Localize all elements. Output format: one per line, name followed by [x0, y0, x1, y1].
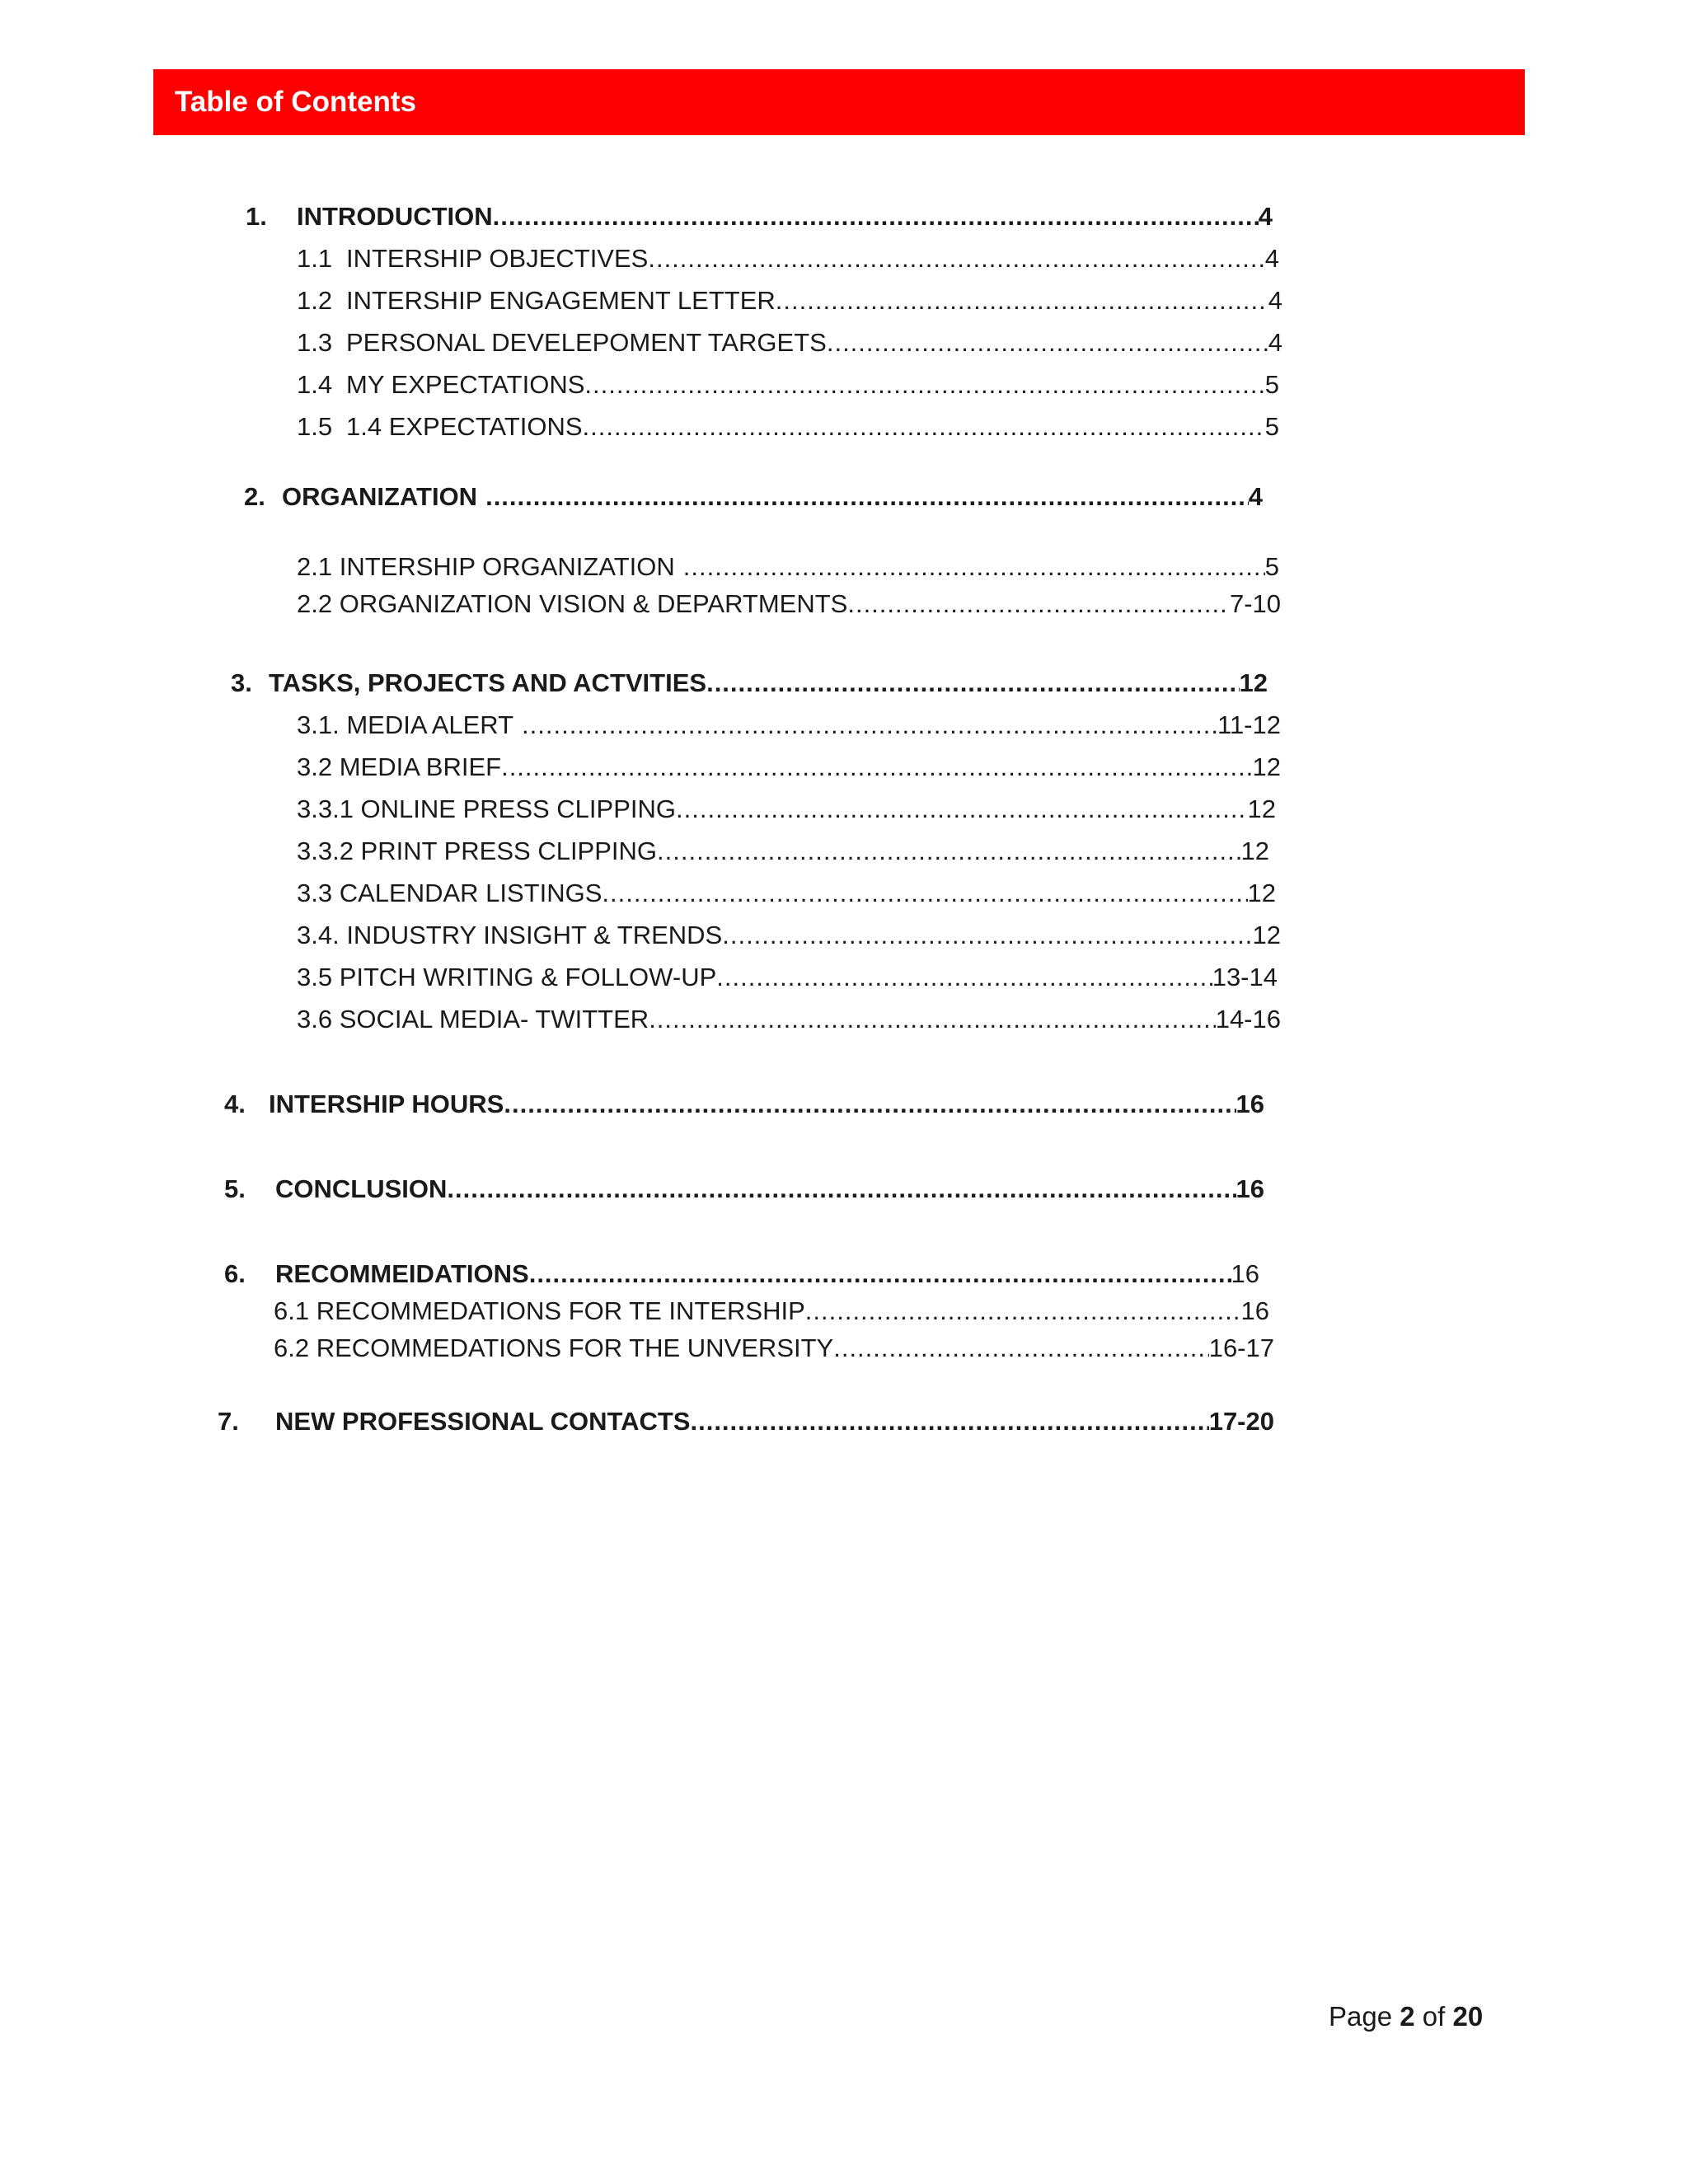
toc-dot-leader [529, 1255, 1231, 1293]
toc-entry-media-brief[interactable] [297, 748, 1281, 786]
toc-entry-label: INTERSHIP OBJECTIVES [346, 244, 649, 273]
toc-dot-leader [716, 958, 1212, 996]
toc-dot-leader [722, 916, 1252, 954]
toc-entry-pitch-writing-follow-up[interactable] [297, 958, 1278, 996]
toc-dot-leader [649, 1001, 1216, 1038]
toc-dot-leader [683, 548, 1265, 586]
toc-dot-leader [583, 408, 1265, 446]
toc-entry-label: INTERSHIP ENGAGEMENT LETTER [346, 286, 776, 315]
toc-entry-page: 14-16 [1215, 1005, 1281, 1033]
toc-entry-tasks-projects-activities[interactable] [231, 664, 1268, 702]
toc-entry-organization-vision-departments[interactable] [297, 585, 1281, 623]
toc-entry-label: 3.3.1 ONLINE PRESS CLIPPING [297, 794, 677, 823]
toc-entry-page: 5 [1264, 412, 1279, 441]
toc-entry-number: 2. [244, 482, 265, 511]
toc-entry-recommendations-internship[interactable] [274, 1292, 1269, 1330]
toc-entry-number: 4. [224, 1090, 246, 1118]
toc-dot-leader [522, 706, 1217, 744]
toc-entry-personal-development-targets[interactable] [297, 324, 1282, 362]
page-of-label: of [1422, 2001, 1446, 2032]
current-page-number: 2 [1400, 2001, 1415, 2032]
toc-dot-leader [657, 832, 1240, 870]
toc-entry-label: 3.3.2 PRINT PRESS CLIPPING [297, 837, 658, 865]
toc-dot-leader [447, 1170, 1236, 1208]
toc-entry-page: 12 [1252, 921, 1281, 949]
toc-entry-label: 1.4 EXPECTATIONS [346, 412, 583, 441]
toc-entry-introduction[interactable] [246, 198, 1273, 236]
page-number-footer [1329, 1998, 1483, 2036]
toc-entry-label: 3.4. INDUSTRY INSIGHT & TRENDS [297, 921, 723, 949]
toc-entry-page: 16 [1236, 1174, 1264, 1203]
toc-entry-page: 4 [1258, 202, 1273, 231]
toc-entry-recommendations[interactable] [224, 1255, 1259, 1293]
toc-entry-page: 12 [1252, 752, 1281, 781]
toc-dot-leader [847, 585, 1230, 623]
toc-entry-page: 17-20 [1208, 1407, 1274, 1436]
toc-entry-label: INTERSHIP HOURS [269, 1090, 504, 1118]
toc-entry-label: 6.1 RECOMMEDATIONS FOR TE INTERSHIP [274, 1296, 805, 1325]
toc-dot-leader [584, 366, 1264, 404]
toc-entry-internship-hours[interactable] [224, 1085, 1264, 1123]
toc-entry-number: 1.2 [297, 286, 333, 315]
toc-dot-leader [776, 282, 1268, 320]
toc-entry-number: 1.4 [297, 370, 333, 399]
toc-entry-page: 12 [1247, 879, 1276, 907]
toc-entry-online-press-clipping[interactable] [297, 790, 1276, 828]
toc-entry-label: 3.2 MEDIA BRIEF [297, 752, 502, 781]
toc-dot-leader [805, 1292, 1241, 1330]
toc-entry-label: CONCLUSION [275, 1174, 448, 1203]
toc-dot-leader [690, 1403, 1208, 1441]
toc-entry-label: MY EXPECTATIONS [346, 370, 585, 399]
toc-dot-leader [504, 1085, 1236, 1123]
toc-entry-page: 12 [1240, 837, 1269, 865]
toc-dot-leader [493, 198, 1259, 236]
toc-entry-number: 1. [246, 202, 267, 231]
toc-entry-conclusion[interactable] [224, 1170, 1264, 1208]
toc-dot-leader [833, 1329, 1208, 1367]
page-label: Page [1329, 2001, 1393, 2032]
toc-entry-page: 13-14 [1212, 963, 1278, 991]
toc-entry-label: 3.3 CALENDAR LISTINGS [297, 879, 603, 907]
total-page-count: 20 [1452, 2001, 1484, 2032]
toc-entry-page: 4 [1268, 286, 1282, 315]
toc-entry-number: 3. [231, 668, 252, 697]
toc-dot-leader [602, 874, 1247, 912]
toc-entry-page: 11-12 [1217, 710, 1281, 739]
toc-entry-media-alert[interactable] [297, 706, 1281, 744]
toc-entry-recommendations-university[interactable] [274, 1329, 1274, 1367]
toc-entry-number: 1.1 [297, 244, 333, 273]
toc-entry-page: 16-17 [1208, 1333, 1274, 1362]
toc-entry-print-press-clipping[interactable] [297, 832, 1269, 870]
toc-header-bar [153, 69, 1525, 135]
toc-entry-number: 1.5 [297, 412, 333, 441]
toc-entry-internship-organization[interactable] [297, 548, 1279, 586]
toc-entry-number: 5. [224, 1174, 246, 1203]
toc-entry-social-media-twitter[interactable] [297, 1001, 1281, 1038]
toc-entry-page: 7-10 [1229, 589, 1281, 618]
toc-entry-page: 5 [1264, 370, 1279, 399]
toc-dot-leader [676, 790, 1248, 828]
toc-dot-leader [827, 324, 1268, 362]
toc-entry-internship-engagement-letter[interactable] [297, 282, 1282, 320]
toc-entry-page: 4 [1264, 244, 1279, 273]
toc-dot-leader [501, 748, 1252, 786]
toc-entry-new-professional-contacts[interactable] [218, 1403, 1274, 1441]
toc-entry-my-expectations[interactable] [297, 366, 1279, 404]
toc-entry-page: 5 [1264, 552, 1279, 581]
toc-entry-page: 12 [1247, 794, 1276, 823]
toc-entry-label: 3.1. MEDIA ALERT [297, 710, 514, 739]
toc-entry-industry-insight-trends[interactable] [297, 916, 1281, 954]
toc-entry-expectations[interactable] [297, 408, 1279, 446]
toc-dot-leader [706, 664, 1239, 702]
toc-entry-internship-objectives[interactable] [297, 240, 1279, 278]
toc-entry-number: 1.3 [297, 328, 333, 357]
toc-entry-label: NEW PROFESSIONAL CONTACTS [275, 1407, 691, 1436]
toc-entry-page: 12 [1239, 668, 1268, 697]
toc-entry-organization[interactable] [244, 478, 1263, 516]
toc-dot-leader [485, 478, 1249, 516]
toc-entry-label: 2.1 INTERSHIP ORGANIZATION [297, 552, 675, 581]
toc-entry-label: 2.2 ORGANIZATION VISION & DEPARTMENTS [297, 589, 848, 618]
toc-entry-number: 6. [224, 1259, 246, 1288]
toc-entry-label: 3.5 PITCH WRITING & FOLLOW-UP [297, 963, 717, 991]
toc-entry-page: 16 [1240, 1296, 1269, 1325]
toc-entry-label: INTRODUCTION [297, 202, 493, 231]
toc-entry-page: 4 [1248, 482, 1263, 511]
toc-entry-page: 4 [1268, 328, 1282, 357]
toc-header-title: Table of Contents [175, 86, 416, 118]
toc-dot-leader [648, 240, 1264, 278]
toc-entry-label: 3.6 SOCIAL MEDIA- TWITTER [297, 1005, 649, 1033]
toc-entry-number: 7. [218, 1407, 239, 1436]
toc-entry-page: 16 [1236, 1090, 1264, 1118]
toc-entry-label: RECOMMEIDATIONS [275, 1259, 529, 1288]
toc-entry-calendar-listings[interactable] [297, 874, 1276, 912]
toc-entry-label: ORGANIZATION [282, 482, 478, 511]
toc-entry-label: TASKS, PROJECTS AND ACTVITIES [269, 668, 707, 697]
toc-entry-page: 16 [1231, 1259, 1259, 1288]
toc-entry-label: 6.2 RECOMMEDATIONS FOR THE UNVERSITY [274, 1333, 834, 1362]
toc-entry-label: PERSONAL DEVELEPOMENT TARGETS [346, 328, 827, 357]
